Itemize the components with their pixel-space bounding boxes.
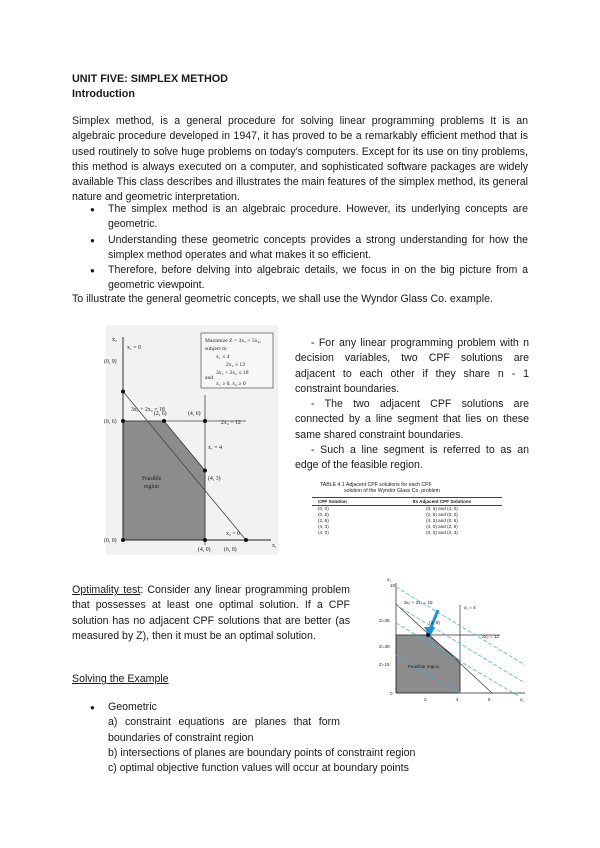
nonneg-text: x₁ ≥ 0, x₂ ≥ 0: [216, 381, 246, 387]
table-row: [312, 530, 502, 536]
list-item: b) intersections of planes are boundary points of constraint region: [108, 746, 416, 759]
table-title: [312, 480, 502, 494]
table-cell: (4, 0): [318, 530, 329, 535]
point-label: (0, 6): [104, 419, 117, 425]
table-title-line: solution of the Wyndor Glass Co. problem: [344, 488, 440, 494]
vertex-dot: [244, 538, 248, 542]
table-4-1: [312, 480, 502, 555]
and-text: and: [205, 375, 214, 381]
cpf-point: - The two adjacent CPF solutions are connected by a line segment that lies on these same shared constraint boundaries.: [295, 398, 529, 441]
point-label: (2, 6): [429, 620, 440, 625]
tick-label: 0: [390, 691, 393, 696]
point-label: (0, 0): [104, 538, 117, 544]
table-header-cell: Its Adjacent CPF Solutions: [412, 499, 472, 504]
bullet-list: [90, 202, 528, 294]
cpf-explanation: [295, 336, 529, 474]
table-cell: (0, 0): [318, 506, 329, 511]
table-cell: (0, 6): [318, 512, 329, 517]
table-cell: (0, 0) and (4, 3): [426, 530, 458, 535]
y-axis-label: x₂: [112, 337, 117, 343]
feasible-region-svg: [106, 325, 278, 555]
unit-title: UNIT FIVE: SIMPLEX METHOD: [72, 73, 228, 85]
cpf-point: - For any linear programming problem with n decision variables, two CPF solutions are adjacent to each other if they share n - 1 constraint boundaries.: [295, 337, 529, 395]
z-label: Z=30: [379, 644, 390, 649]
list-item: ● Geometric: [90, 700, 440, 715]
line2-label: 2x₂ = 12: [221, 420, 241, 426]
vertex-dot: [203, 469, 207, 473]
table-cell: (4, 0) and (2, 6): [426, 524, 458, 529]
vertex-dot: [203, 419, 207, 423]
optimality-label: Optimality test: [72, 584, 141, 596]
table-title-line: TABLE 4.1 Adjacent CPF solutions for each CPF: [320, 482, 432, 488]
line1-label: x₁ = 4: [208, 445, 222, 451]
line-label: 2x₂ = 12: [482, 634, 499, 639]
constraint-text: x₁ ≤ 4: [216, 354, 230, 360]
feasible-label: Feasible: [142, 476, 162, 482]
table-cell: (4, 3): [318, 524, 329, 529]
table-header-cell: CPF Solution: [318, 499, 347, 504]
list-item: a) constraint equations are planes that form boundaries of constraint region: [108, 716, 340, 744]
table-cell: (2, 6) and (0, 0): [426, 512, 458, 517]
solving-heading: Solving the Example: [72, 673, 169, 685]
geometric-list: [90, 700, 440, 776]
x2-zero-label: x₂ = 0: [226, 531, 240, 537]
point-label: (0, 9): [104, 359, 117, 365]
z-label: Z=15: [379, 662, 390, 667]
vertex-dot: [121, 538, 125, 542]
tick-label: 10: [390, 583, 396, 588]
constraint-text: 2x₂ ≤ 12: [226, 362, 246, 368]
tick-label: 2: [424, 697, 427, 702]
point-label: (4, 3): [208, 476, 221, 482]
objective-lines-figure: [360, 575, 528, 705]
objective-lines-svg: [360, 575, 528, 705]
table-cell: (0, 6) and (4, 0): [426, 506, 458, 511]
optimality-test-paragraph: [72, 583, 350, 644]
list-item: ● Therefore, before delving into algebraic details, we focus in on the big picture from a geometric viewpoint.: [90, 263, 528, 294]
line3-label: 3x₁ + 2x₂ = 18: [131, 407, 165, 413]
point-label: (2, 6): [154, 411, 167, 417]
line-label: x₁ = 4: [464, 605, 476, 610]
z-label: Z=36: [379, 618, 390, 623]
list-item: ● The simplex method is an algebraic procedure. However, its underlying concepts are geometric.: [90, 202, 528, 233]
vertex-dot: [121, 419, 125, 423]
cpf-point: - Such a line segment is referred to as an edge of the feasible region.: [295, 444, 529, 472]
y-axis-label: x₂: [387, 577, 392, 582]
x1-zero-label: x₁ = 0: [127, 345, 141, 351]
tick-label: 6: [488, 697, 491, 702]
section-heading-introduction: Introduction: [72, 88, 135, 100]
list-item: c) optimal objective function values will occur at boundary points: [108, 762, 409, 775]
objective-text: Maximize Z = 3x₁ + 5x₂,: [205, 338, 261, 344]
feasible-label: Feasible region: [408, 664, 440, 669]
table-header-row: [312, 497, 502, 506]
feasible-label: region: [144, 484, 159, 490]
vertex-dot: [121, 390, 125, 394]
intro-paragraph: Simplex method, is a general procedure for solving linear programming problems It is an algebraic procedure developed in 1947, it has proved to be a remarkably efficient method that is used routinely to solve huge problems on today's computers. Except for its use on tiny problems, this method is always executed on a computer, and sophisticated software packages are widely available This class describes and illustrates the main features of the simplex method, its general nature and geometric interpretation.: [72, 115, 528, 204]
feasible-region-figure: [106, 325, 278, 555]
vertex-dot: [203, 538, 207, 542]
line-label: 3x₁ + 2x₂ = 18: [404, 600, 433, 605]
optimal-point-dot: [426, 633, 430, 637]
optimality-text: : Consider any linear programming problem that possesses at least one optimal solution. If a CPF solution has no adjacent CPF solutions that are better (as measured by Z), then it must be an optimal solution.: [72, 584, 350, 642]
vertex-dot: [162, 419, 166, 423]
table-cell: (4, 3) and (0, 6): [426, 518, 458, 523]
list-item: ● Understanding these geometric concepts provides a strong understanding for how the simplex method operates and what makes it so efficient.: [90, 233, 528, 264]
x-axis-label: x₁: [272, 543, 277, 549]
point-label: (4, 0): [198, 547, 211, 553]
constraint-text: 3x₁ + 2x₂ ≤ 18: [216, 370, 249, 376]
x-axis-label: x₁: [520, 697, 524, 702]
table-cell: (2, 6): [318, 518, 329, 523]
point-label: (6, 0): [224, 547, 237, 553]
illustrate-sentence: To illustrate the general geometric concepts, we shall use the Wyndor Glass Co. example.: [72, 293, 493, 305]
point-label: (4, 6): [188, 411, 201, 417]
tick-label: 4: [456, 697, 459, 702]
subject-to-text: subject to: [205, 346, 227, 352]
